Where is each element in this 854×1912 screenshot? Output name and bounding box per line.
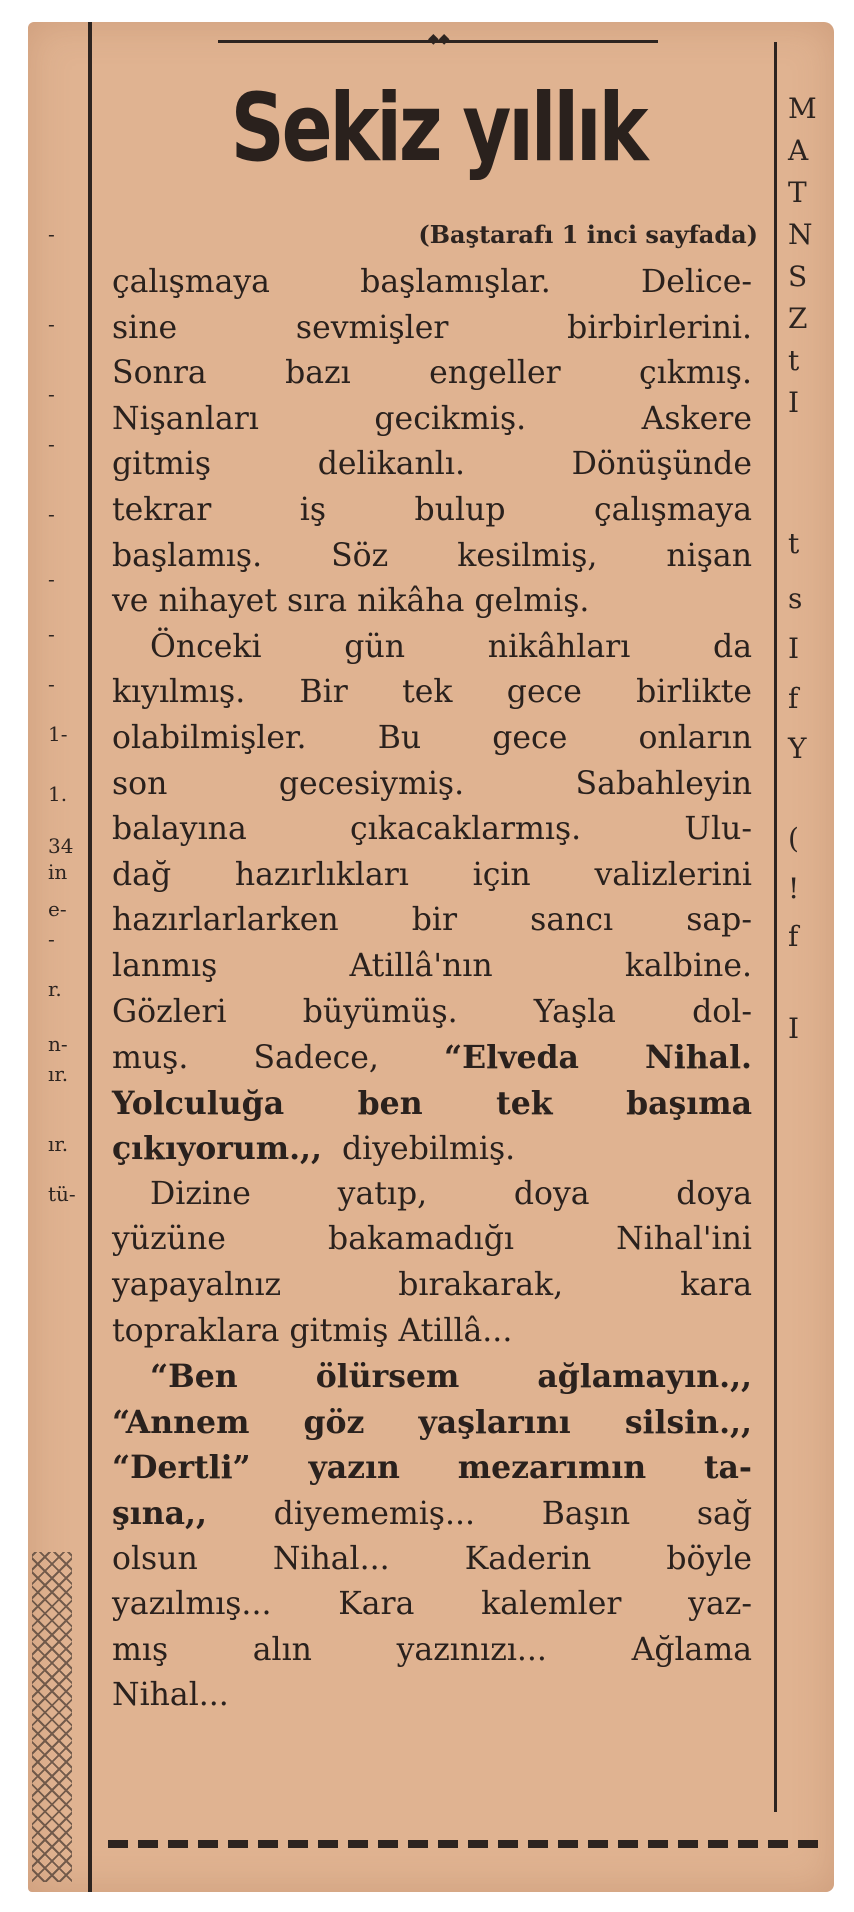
text-line: sine sevmişler birbirlerini. <box>112 309 752 346</box>
left-fragment: - <box>48 622 55 646</box>
left-fragment: tü- <box>48 1182 76 1206</box>
paragraph-1 <box>112 260 752 625</box>
text-line: çalışmaya başlamışlar. Delice- <box>112 264 752 300</box>
quote-bold: şına,, <box>112 1495 207 1533</box>
text-run: diyememiş... Başın sağ <box>273 1496 752 1533</box>
text-line: lanmış Atillâ'nın kalbine. <box>112 947 752 984</box>
left-fragment: in <box>48 860 68 884</box>
left-column-fragment <box>28 22 90 1892</box>
left-fragment: 1. <box>48 782 68 806</box>
right-fragment: Y <box>788 732 807 765</box>
text-run: muş. Sadece, <box>112 1040 379 1077</box>
left-fragment: r. <box>48 977 62 1001</box>
text-line: yüzüne bakamadığı Nihal'ini <box>112 1221 752 1258</box>
newspaper-clipping <box>28 22 834 1892</box>
left-fragment: 34 <box>48 834 74 858</box>
text-line: balayına çıkacaklarmış. Ulu- <box>112 811 752 848</box>
right-column-fragment <box>780 52 834 1752</box>
text-line-mixed <box>112 1126 752 1172</box>
paragraph-4 <box>112 1354 752 1719</box>
left-fragment: - <box>48 382 55 406</box>
text-line: tekrar iş bulup çalışmaya <box>112 491 752 528</box>
quote-bold-line: “Annem göz yaşlarını silsin.,, <box>112 1403 752 1441</box>
quote-bold-line: “Dertli” yazın mezarımın ta- <box>112 1449 752 1487</box>
headline: Sekiz yıllık <box>230 74 646 183</box>
text-line-mixed <box>112 1491 752 1537</box>
text-line: başlamış. Söz kesilmiş, nişan <box>112 537 752 574</box>
text-line: gitmiş delikanlı. Dönüşünde <box>112 446 752 483</box>
text-line: Nişanları gecikmiş. Askere <box>112 400 752 437</box>
text-line: kıyılmış. Bir tek gece birlikte <box>112 674 752 711</box>
right-fragment: I <box>788 386 800 419</box>
left-fragment: - <box>48 312 55 336</box>
bottom-dashed-rule <box>108 1840 828 1848</box>
text-line: ve nihayet sıra nikâha gelmiş. <box>112 583 590 620</box>
left-fragment: e- <box>48 897 67 921</box>
text-line: dağ hazırlıkları için valizlerini <box>112 856 752 893</box>
right-fragment: ! <box>788 872 800 905</box>
continued-from-note: (Baştarafı 1 inci sayfada) <box>418 220 758 249</box>
text-line: mış alın yazınızı... Ağlama <box>112 1631 752 1668</box>
right-fragment: A <box>788 134 809 167</box>
text-line: son gecesiymiş. Sabahleyin <box>112 765 752 802</box>
right-fragment: f <box>788 682 799 715</box>
right-fragment: M <box>788 92 817 125</box>
left-fragment: - <box>48 432 55 456</box>
text-line: yapayalnız bırakarak, kara <box>112 1267 752 1304</box>
text-line: Gözleri büyümüş. Yaşla dol- <box>112 993 752 1030</box>
left-fragment: - <box>48 502 55 526</box>
right-fragment: f <box>788 920 799 953</box>
left-fragment: ır. <box>48 1132 69 1156</box>
paragraph-2 <box>112 625 752 1172</box>
text-line: yazılmış... Kara kalemler yaz- <box>112 1586 752 1623</box>
left-fragment: - <box>48 672 55 696</box>
right-fragment: I <box>788 1012 800 1045</box>
right-fragment: I <box>788 632 800 665</box>
right-fragment: s <box>788 582 803 615</box>
text-run: diyebilmiş. <box>342 1131 516 1168</box>
right-fragment: t <box>788 344 800 377</box>
text-line: olabilmişler. Bu gece onların <box>112 719 752 756</box>
text-line: Nihal... <box>112 1677 229 1714</box>
right-fragment: t <box>788 527 800 560</box>
left-fragment: - <box>48 927 55 951</box>
left-fragment: 1- <box>48 722 68 746</box>
right-fragment: S <box>788 260 808 293</box>
quote-bold: çıkıyorum.,, <box>112 1130 322 1168</box>
right-fragment: T <box>788 176 807 209</box>
quote-bold-line: Yolculuğa ben tek başıma <box>112 1084 752 1122</box>
ornament-border <box>32 1552 72 1882</box>
paragraph-3 <box>112 1172 752 1354</box>
text-line: olsun Nihal... Kaderin böyle <box>112 1540 752 1577</box>
text-line: Sonra bazı engeller çıkmış. <box>112 355 752 392</box>
quote-bold: “Elveda Nihal. <box>444 1039 752 1077</box>
right-fragment: Z <box>788 302 808 335</box>
left-fragment: n- <box>48 1032 68 1056</box>
text-line: hazırlarlarken bir sancı sap- <box>112 902 752 939</box>
text-line-mixed <box>112 1035 752 1081</box>
text-line: Önceki gün nikâhları da <box>150 628 752 665</box>
right-fragment: ( <box>788 822 799 855</box>
text-line: topraklara gitmiş Atillâ... <box>112 1312 513 1349</box>
column-rule-left <box>88 22 92 1892</box>
left-fragment: - <box>48 222 55 246</box>
left-fragment: - <box>48 567 55 591</box>
right-fragment: N <box>788 218 813 251</box>
ornament-diamond-icon: ◆◆ <box>428 31 450 47</box>
left-fragment: ır. <box>48 1062 69 1086</box>
article-body <box>112 260 752 1719</box>
column-rule-right <box>774 42 777 1812</box>
quote-bold-line: “Ben ölürsem ağlamayın.,, <box>150 1358 752 1396</box>
text-line: Dizine yatıp, doya doya <box>150 1175 752 1212</box>
